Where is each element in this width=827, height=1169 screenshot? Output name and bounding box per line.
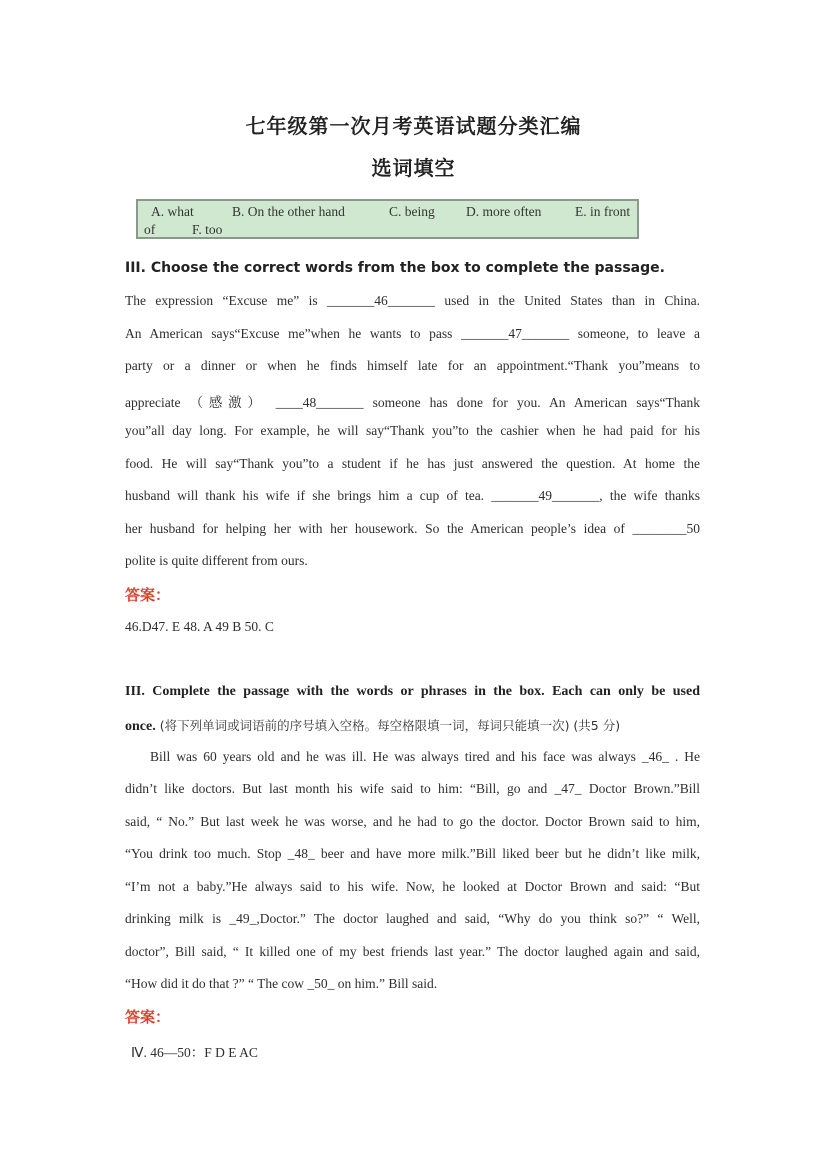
passage2-line: “I’m not a baby.”He always said to his wife. Now, he looked at Doctor Brown and said: “But xyxy=(125,879,700,894)
passage2-line: didn’t like doctors. But last month his wife said to him: “Bill, go and _47_ Doctor Brown.”Bill xyxy=(125,781,700,796)
passage1-line: her husband for helping her with her housework. So the American people’s idea of ________50 xyxy=(125,521,700,536)
passage2-line: said, “ No.” But last week he was worse, and he had to go the doctor. Doctor Brown said to him, xyxy=(125,814,700,829)
option-c: C. being xyxy=(389,204,435,219)
passage1-line: husband will thank his wife if she brings him a cup of tea. _______49_______, the wife thanks xyxy=(125,488,700,503)
option-b: B. On the other hand xyxy=(232,204,345,219)
passage2-line: doctor”, Bill said, “ It killed one of my best friends last year.” The doctor laughed again and said, xyxy=(125,944,700,959)
passage1-line: you”all day long. For example, he will say“Thank you”to the cashier when he had paid for his xyxy=(125,423,700,438)
answer-label-1: 答案： xyxy=(125,586,171,604)
option-e-continued: of xyxy=(144,222,156,237)
passage1-line: The expression “Excuse me” is _______46_______ used in the United States than in China. xyxy=(125,293,700,308)
passage2-line: Bill was 60 years old and he was ill. He was always tired and his face was always _46_ . He xyxy=(150,749,700,764)
option-a: A. what xyxy=(151,204,194,219)
passage1-line: An American says“Excuse me”when he wants to pass _______47_______ someone, to leave a xyxy=(125,326,700,341)
answer-2: Ⅳ. 46—50：F D E AC xyxy=(131,1045,258,1060)
option-f: F. too xyxy=(192,222,223,237)
passage1-line: polite is quite different from ours. xyxy=(125,553,308,568)
section2-instruction-zh: (将下列单词或词语前的序号填入空格。每空格限填一词，每词只能填一次) (共5 分) xyxy=(155,718,621,733)
word-box xyxy=(136,199,639,239)
answer-label-2: 答案： xyxy=(125,1008,171,1026)
answer-1: 46.D47. E 48. A 49 B 50. C xyxy=(125,619,274,634)
passage2-line: “You drink too much. Stop _48_ beer and have more milk.”Bill liked beer but he didn’t like milk, xyxy=(125,846,700,861)
passage1-line: appreciate （感激） ____48_______ someone has done for you. An American says“Thank xyxy=(125,395,700,410)
document-title: 七年级第一次月考英语试题分类汇编 xyxy=(245,114,582,138)
passage1-line: food. He will say“Thank you”to a student if he has just answered the question. At home the xyxy=(125,456,700,471)
passage1-line: party or a dinner or when he finds himself late for an appointment.“Thank you”means to xyxy=(125,358,700,373)
option-d: D. more often xyxy=(466,204,542,219)
section2-heading-once: once. xyxy=(125,719,156,734)
section2-heading: III. Complete the passage with the words or phrases in the box. Each can only be used xyxy=(125,684,700,699)
section1-heading: III. Choose the correct words from the box to complete the passage. xyxy=(125,260,665,276)
option-e: E. in front xyxy=(575,204,631,219)
document-subtitle: 选词填空 xyxy=(371,156,456,180)
section2-heading-line2 xyxy=(125,715,620,735)
passage2-line: drinking milk is _49_,Doctor.” The doctor laughed and said, “Why do you think so?” “ Well, xyxy=(125,911,700,926)
passage2-line: “How did it do that ?” “ The cow _50_ on him.” Bill said. xyxy=(125,976,438,991)
